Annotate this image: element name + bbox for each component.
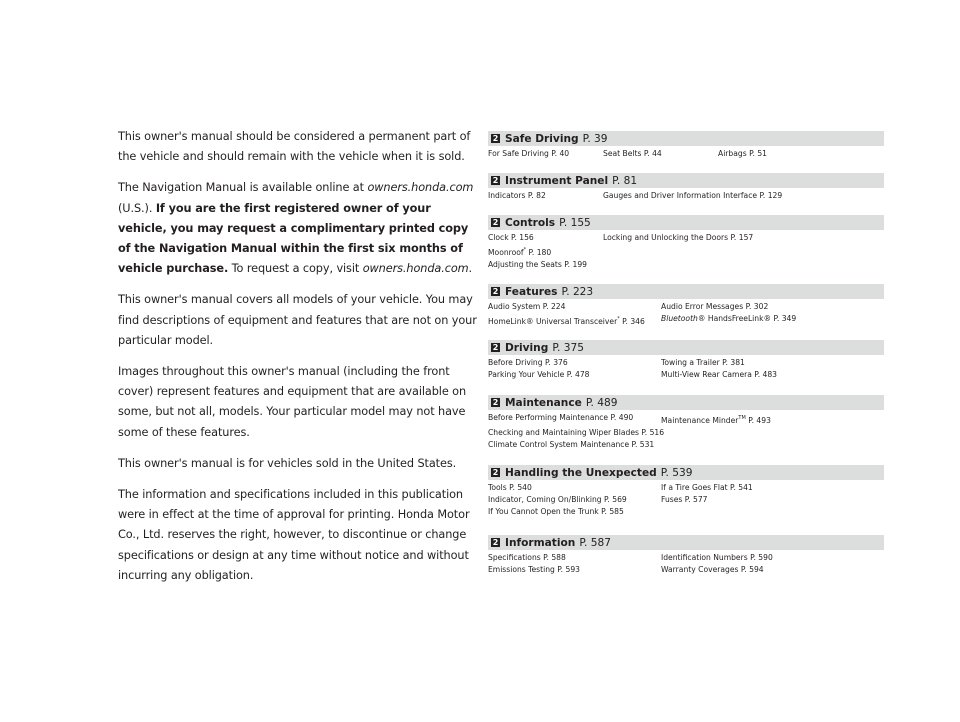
website-link: owners.honda.com (367, 181, 474, 195)
toc-header-page: P. 81 (612, 174, 638, 187)
toc-item-link[interactable]: Gauges and Driver Information Interface P. 129 (603, 191, 783, 200)
toc-item-link[interactable]: For Safe Driving P. 40 (488, 149, 570, 158)
toc-header-page: P. 155 (559, 216, 591, 229)
toc-header-maintenance[interactable] (488, 395, 884, 410)
toc-item-link[interactable]: If a Tire Goes Flat P. 541 (661, 483, 753, 492)
toc-section-maintenance (488, 395, 884, 452)
toc-header-title: Information (505, 536, 576, 549)
toc-header-title: Controls (505, 216, 556, 229)
toc-section-controls (488, 215, 884, 272)
toc-section-information (488, 535, 884, 576)
toc-header-instrument-panel[interactable] (488, 173, 884, 188)
toc-header-features[interactable] (488, 284, 884, 299)
toc-item-link[interactable]: Airbags P. 51 (718, 149, 767, 158)
toc-section-features (488, 284, 884, 328)
arrow-right-icon: 2 (492, 398, 499, 407)
toc-item-link[interactable]: Specifications P. 588 (488, 553, 566, 562)
toc-item-maintenance-minder[interactable]: Maintenance Minder™ P. 493 (661, 415, 771, 425)
arrow-right-icon: 2 (492, 468, 499, 477)
toc-header-page: P. 489 (585, 396, 618, 409)
toc-header-title: Handling the Unexpected (505, 466, 657, 479)
intro-paragraph-permanent: This owner's manual should be considered a permanent part of the vehicle and should remain with the vehicle when it is sold. (118, 130, 471, 164)
toc-item-link[interactable]: Indicators P. 82 (488, 191, 546, 200)
toc-item-bluetooth[interactable]: Bluetooth® HandsFreeLink® P. 349 (661, 314, 797, 324)
bold-notice: If you are the first registered owner of your vehicle, you may request a complimentary printed copy of the Navigation Manual within the first six months of vehicle purchase. (118, 201, 469, 276)
toc-section-safe-driving (488, 131, 884, 160)
asterisk-mark: * (617, 316, 620, 323)
toc-header-controls[interactable] (488, 215, 884, 230)
toc-item-link[interactable]: Multi-View Rear Camera P. 483 (661, 370, 778, 380)
intro-paragraph-images: Images throughout this owner's manual (including the front cover) represent features and equipment that are available on some, but not all, models. Your particular model may not have some of these features. (118, 365, 467, 439)
toc-item-link[interactable]: Before Performing Maintenance P. 490 (488, 413, 634, 422)
toc-item-link[interactable]: Parking Your Vehicle P. 478 (488, 370, 590, 380)
asterisk-mark: * (523, 247, 527, 254)
toc-item-link[interactable]: Warranty Coverages P. 594 (661, 565, 764, 575)
toc-header-title: Safe Driving (505, 132, 579, 145)
intro-paragraph-us: This owner's manual is for vehicles sold in the United States. (118, 456, 457, 470)
toc-header-page: P. 39 (582, 132, 608, 145)
toc-item-link[interactable]: Locking and Unlocking the Doors P. 157 (603, 233, 754, 242)
toc-section-handling-the-unexpected (488, 465, 884, 519)
toc-header-title: Instrument Panel (505, 174, 609, 187)
toc-header-handling-the-unexpected[interactable] (488, 465, 884, 480)
toc-section-driving (488, 340, 884, 381)
toc-header-safe-driving[interactable] (488, 131, 884, 146)
toc-header-title: Features (505, 285, 558, 298)
arrow-right-icon: 2 (492, 287, 499, 296)
toc-header-driving[interactable] (488, 340, 884, 355)
toc-item-link[interactable]: Audio Error Messages P. 302 (661, 302, 769, 311)
toc-item-link[interactable]: Identification Numbers P. 590 (661, 553, 773, 562)
intro-paragraph-models: This owner's manual covers all models of your vehicle. You may find descriptions of equipment and features that are not on your particular model. (118, 293, 477, 347)
toc-item-link[interactable]: Tools P. 540 (488, 483, 532, 492)
trademark-mark: TM (738, 415, 746, 421)
toc-item-link[interactable]: If You Cannot Open the Trunk P. 585 (488, 507, 624, 517)
intro-paragraph-navigation: The Navigation Manual is available online at owners.honda.com (U.S.). If you are the first registered owner of your vehicle, you may request a complimentary printed copy of the Navigation Manual within the first six months of vehicle purchase. To request a copy, visit owners.honda.com. (118, 181, 474, 276)
arrow-right-icon: 2 (492, 218, 499, 227)
toc-header-title: Maintenance (505, 396, 582, 409)
toc-item-link[interactable]: Indicator, Coming On/Blinking P. 569 (488, 495, 627, 505)
toc-item-link[interactable]: Emissions Testing P. 593 (488, 565, 580, 575)
intro-paragraph-specifications: The information and specifications included in this publication were in effect at the time of approval for printing. Honda Motor Co., Ltd. reserves the right, however, to discontinue or change specifications or design at any time without notice and without incurring any obligation. (118, 488, 470, 582)
toc-header-title: Driving (505, 341, 549, 354)
website-link: owners.honda.com (362, 262, 469, 276)
arrow-right-icon: 2 (492, 343, 499, 352)
toc-header-information[interactable] (488, 535, 884, 550)
toc-item-link[interactable]: Clock P. 156 (488, 233, 534, 242)
toc-section-instrument-panel (488, 173, 884, 202)
toc-header-page: P. 587 (579, 536, 612, 549)
arrow-right-icon: 2 (492, 176, 499, 185)
toc-item-link[interactable]: Fuses P. 577 (661, 495, 708, 505)
toc-header-page: P. 539 (660, 466, 693, 479)
intro-text-column (118, 127, 478, 597)
arrow-right-icon: 2 (492, 134, 499, 143)
toc-header-page: P. 375 (552, 341, 585, 354)
toc-item-link[interactable]: Climate Control System Maintenance P. 531 (488, 440, 655, 450)
toc-item-link[interactable]: Audio System P. 224 (488, 302, 566, 311)
arrow-right-icon: 2 (492, 538, 499, 547)
toc-item-link[interactable]: Seat Belts P. 44 (603, 149, 662, 158)
toc-item-link[interactable]: Checking and Maintaining Wiper Blades P. 516 (488, 428, 665, 438)
toc-item-link[interactable]: Towing a Trailer P. 381 (661, 358, 745, 367)
toc-item-homelink[interactable]: HomeLink® Universal Transceiver* P. 346 (488, 316, 645, 327)
toc-item-link[interactable]: Before Driving P. 376 (488, 358, 568, 367)
toc-item-link[interactable]: Adjusting the Seats P. 199 (488, 260, 587, 270)
toc-header-page: P. 223 (561, 285, 594, 298)
toc-item-moonroof[interactable]: Moonroof* P. 180 (488, 247, 552, 258)
